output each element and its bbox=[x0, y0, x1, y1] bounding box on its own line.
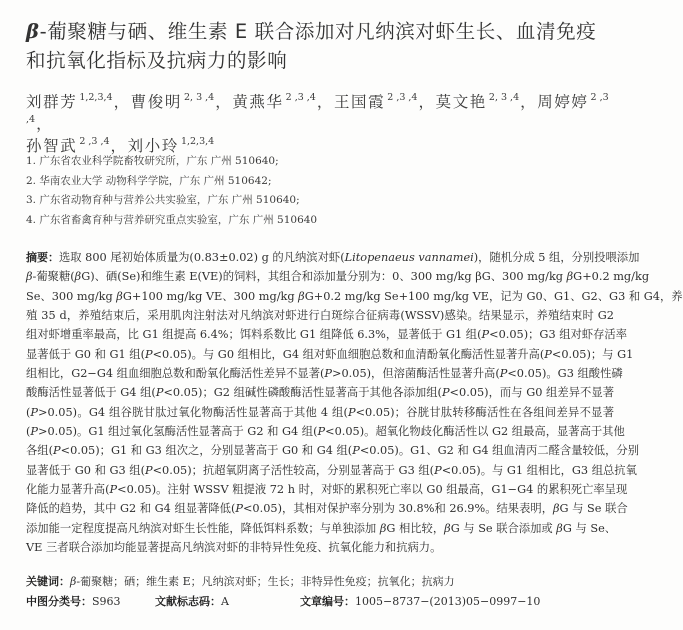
abstract bbox=[26, 248, 683, 558]
keyword: 生长 bbox=[267, 575, 290, 588]
abstract-text: <0.05)。注射 WSSV 粗提液 72 h 时，对虾的累积死亡率以 G0 组最高，G1−G4 的累积死亡率呈现 bbox=[117, 483, 628, 497]
article-number bbox=[300, 593, 540, 609]
abstract-text: <0.05)，而与 G0 组差异不显著 bbox=[449, 386, 614, 400]
keywords bbox=[26, 573, 455, 589]
author-affiliation-marks: 2 ,3 ,4 bbox=[26, 92, 609, 125]
abstract-line bbox=[26, 267, 650, 286]
author-affiliation-marks: 2 ,3 ,4 bbox=[285, 92, 316, 103]
author-affiliation-marks: 2 ,3 ,4 bbox=[387, 92, 418, 103]
abstract-italic-text: P bbox=[144, 463, 153, 477]
abstract-text: G 与 Se 联合 bbox=[559, 502, 628, 516]
title-line-1-text: -葡聚糖与硒、维生素 E 联合添加对凡纳滨对虾生长、血清免疫 bbox=[39, 20, 597, 43]
affiliation-item: 3. 广东省动物育种与营养公共实验室，广东 广州 510640; bbox=[26, 194, 300, 206]
abstract-italic-text: P bbox=[30, 425, 39, 439]
abstract-text: )，随机分成 5 组，分别投喂添加 bbox=[473, 251, 640, 264]
title-line-1 bbox=[26, 17, 626, 46]
author-name: 刘群芳 bbox=[26, 93, 78, 111]
keyword-separator: ； bbox=[256, 575, 268, 588]
keyword-separator: ； bbox=[190, 575, 202, 588]
document-code bbox=[155, 593, 229, 609]
keyword: 凡纳滨对虾 bbox=[201, 575, 257, 588]
keyword: 维生素 E bbox=[146, 575, 191, 588]
keyword: 非特异性免疫 bbox=[300, 575, 367, 588]
abstract-text: <0.05)。超氧化物歧化酶活性以 G2 组最高，显著高于其他 bbox=[325, 425, 625, 439]
abstract-text: 殖 35 d，养殖结束后，采用肌肉注射法对凡纳滨对虾进行白斑综合征病毒(WSSV)感染。结果显示，养殖结束时 G2 bbox=[26, 309, 614, 323]
classification-number bbox=[26, 593, 121, 609]
keyword-beta: β bbox=[70, 575, 77, 588]
abstract-text: <0.05)；G1 和 G3 组次之，分别显著高于 G0 和 G4 组( bbox=[60, 444, 353, 458]
abstract-italic-text: β bbox=[556, 521, 563, 535]
abstract-italic-text: P bbox=[53, 444, 61, 458]
abstract-line bbox=[26, 345, 634, 364]
abstract-text: <0.05)；G3 组对虾存活率 bbox=[489, 328, 628, 342]
keyword-separator: ； bbox=[289, 575, 301, 588]
author-name: 王国霞 bbox=[333, 93, 386, 111]
abstract-label: 摘要： bbox=[26, 251, 59, 264]
classification-label: 中图分类号： bbox=[26, 595, 92, 608]
author-name: 孙智武 bbox=[26, 137, 78, 155]
abstract-italic-text: β bbox=[444, 521, 451, 535]
author-separator: ， bbox=[36, 115, 54, 133]
keyword: 抗病力 bbox=[421, 575, 455, 588]
abstract-text: <0.05)。与 G0 组相比，G4 组对虾血细胞总数和血清酚氧化酶活性显著升高( bbox=[152, 347, 545, 361]
author-separator: ， bbox=[110, 137, 128, 155]
abstract-line bbox=[26, 325, 628, 344]
keywords-label: 关键词： bbox=[26, 575, 70, 588]
author-separator: ， bbox=[520, 93, 538, 111]
author-affiliation-marks: 1,2,3,4 bbox=[79, 92, 113, 103]
abstract-line bbox=[26, 422, 625, 441]
author-name: 周婷婷 bbox=[537, 93, 589, 111]
abstract-italic-text: β bbox=[379, 521, 387, 535]
keyword-separator: ； bbox=[113, 575, 125, 588]
article-number-value: 1005−8737−(2013)05−0997−10 bbox=[355, 595, 541, 608]
abstract-text: G 与 Se、 bbox=[562, 521, 617, 535]
abstract-line bbox=[26, 383, 614, 402]
abstract-italic-text: P bbox=[109, 483, 118, 497]
author-name: 莫文艳 bbox=[435, 93, 487, 111]
abstract-text: G+100 mg/kg VE、300 mg/kg bbox=[122, 289, 299, 303]
abstract-text: <0.05)。G3 组酸性磷 bbox=[507, 367, 623, 381]
abstract-line bbox=[26, 364, 623, 383]
affiliation-list bbox=[26, 152, 317, 230]
affiliation-item: 4. 广东省畜禽育种与营养研究重点实验室，广东 广州 510640 bbox=[26, 213, 318, 226]
author-name: 曹俊明 bbox=[130, 93, 182, 111]
abstract-text: <0.05)；抗超氧阴离子活性较高，分别显著高于 G3 组( bbox=[152, 463, 435, 477]
document-code-label: 文献标志码： bbox=[155, 595, 221, 608]
abstract-text: 显著低于 G0 和 G3 组( bbox=[26, 463, 145, 477]
abstract-italic-text: β bbox=[116, 289, 123, 303]
abstract-text: ( bbox=[26, 405, 31, 419]
abstract-line bbox=[26, 538, 614, 557]
keyword: -葡聚糖 bbox=[76, 575, 114, 588]
abstract-text: 组对虾增重率最高，比 G1 组提高 6.4%；饵料系数比 G1 组降低 6.3%，显著低于 G1 组( bbox=[26, 328, 482, 342]
title-beta-symbol: β bbox=[26, 20, 40, 43]
abstract-text: <0.05)。与 G1 组相比，G3 组总抗氧 bbox=[441, 463, 637, 477]
abstract-line bbox=[26, 461, 637, 480]
abstract-italic-text: P bbox=[235, 502, 243, 516]
abstract-line bbox=[26, 403, 614, 422]
abstract-text: Se、300 mg/kg bbox=[26, 289, 117, 303]
title-line-2: 和抗氧化指标及抗病力的影响 bbox=[26, 49, 288, 72]
abstract-line bbox=[26, 480, 628, 499]
abstract-text: G+0.2 mg/kg Se+100 mg/kg VE，记为 G0、G1、G2、G3 和 G4，养 bbox=[304, 289, 683, 303]
abstract-italic-text: P bbox=[544, 347, 552, 361]
abstract-text: >0.05)。G1 组过氧化氢酶活性显著高于 G2 和 G4 组( bbox=[38, 425, 318, 439]
abstract-italic-text: P bbox=[441, 386, 450, 400]
author bbox=[334, 93, 436, 111]
abstract-text: 选取 800 尾初始体质量为(0.83±0.02) g 的凡纳滨对虾( bbox=[59, 251, 345, 264]
document-code-value: A bbox=[221, 595, 229, 608]
author-name: 黄燕华 bbox=[232, 93, 284, 111]
abstract-line bbox=[26, 248, 640, 267]
abstract-italic-text: P bbox=[434, 463, 442, 477]
abstract-text: <0.05)；谷胱甘肽转移酶活性在各组间差异不显著 bbox=[355, 405, 615, 419]
abstract-italic-text: P bbox=[317, 425, 326, 439]
abstract-text: G)、硒(Se)和维生素 E(VE)的饲料，其组合和添加量分别为：0、300 mg/kg βG、300 mg/kg bbox=[81, 270, 567, 284]
affiliation-item: 2. 华南农业大学 动物科学学院，广东 广州 510642; bbox=[26, 174, 272, 187]
abstract-text: 降低的趋势，其中 G2 和 G4 组显著降低( bbox=[26, 502, 236, 516]
author-separator: ， bbox=[316, 93, 334, 111]
abstract-text: G+0.2 mg/kg bbox=[573, 270, 650, 284]
author bbox=[26, 93, 131, 111]
abstract-text: VE 三者联合添加均能显著提高凡纳滨对虾的非特异性免疫、抗氧化能力和抗病力。 bbox=[26, 541, 442, 555]
author-separator: ， bbox=[113, 93, 131, 111]
abstract-line bbox=[26, 287, 683, 306]
abstract-line bbox=[26, 519, 617, 538]
author-separator: ， bbox=[215, 93, 233, 111]
author bbox=[232, 93, 334, 111]
abstract-italic-text: P bbox=[155, 386, 164, 400]
keyword: 硒 bbox=[124, 575, 136, 588]
abstract-italic-text: P bbox=[347, 405, 356, 419]
abstract-italic-text: P bbox=[481, 328, 490, 342]
abstract-italic-text: β bbox=[566, 270, 574, 284]
abstract-text: 添加能一定程度提高凡纳滨对虾生长性能，降低饵料系数；与单独添加 bbox=[26, 521, 380, 535]
abstract-text: <0.05)；G2 组碱性磷酸酶活性显著高于其他各添加组( bbox=[163, 386, 442, 400]
abstract-italic-text: P bbox=[30, 405, 39, 419]
keywords-values bbox=[70, 575, 455, 588]
abstract-italic-text: β bbox=[553, 502, 560, 516]
abstract-italic-text: P bbox=[499, 367, 508, 381]
keyword: 抗氧化 bbox=[377, 575, 411, 588]
abstract-text: -葡聚糖( bbox=[32, 270, 75, 284]
affiliation-item: 1. 广东省农业科学院畜牧研究所，广东 广州 510640; bbox=[26, 155, 279, 167]
author-separator: ， bbox=[418, 93, 436, 111]
abstract-italic-text: P bbox=[144, 347, 153, 361]
paper-title bbox=[26, 17, 626, 75]
abstract-text: <0.05)。G1、G2 和 G4 组血清丙二醛含量较低，分别 bbox=[359, 444, 639, 458]
author-affiliation-marks: 2, 3 ,4 bbox=[488, 92, 520, 103]
abstract-text: G 相比较， bbox=[386, 521, 445, 535]
abstract-line bbox=[26, 306, 614, 325]
author-list bbox=[26, 91, 636, 157]
abstract-text: 显著低于 G0 和 G1 组( bbox=[26, 347, 145, 361]
author-affiliation-marks: 2, 3 ,4 bbox=[183, 92, 215, 103]
article-number-label: 文章编号： bbox=[300, 595, 355, 608]
author-affiliation-marks: 1,2,3,4 bbox=[180, 136, 215, 147]
author-name: 刘小玲 bbox=[127, 137, 179, 155]
abstract-text: <0.05)；与 G1 bbox=[551, 347, 634, 361]
abstract-text: >0.05)。G4 组谷胱甘肽过氧化物酶活性显著高于其他 4 组( bbox=[38, 405, 348, 419]
abstract-italic-text: β bbox=[298, 289, 305, 303]
author bbox=[436, 93, 538, 111]
author bbox=[131, 93, 233, 111]
abstract-line bbox=[26, 441, 639, 460]
classification-value: S963 bbox=[92, 595, 121, 608]
abstract-italic-text: β bbox=[26, 270, 33, 284]
abstract-text: ( bbox=[26, 425, 31, 439]
author-affiliation-marks: 2 ,3 ,4 bbox=[79, 136, 110, 147]
abstract-text: G 与 Se 联合添加或 bbox=[450, 521, 557, 535]
keyword-separator: ； bbox=[135, 575, 147, 588]
abstract-text: 酸酶活性显著低于 G4 组( bbox=[26, 386, 156, 400]
abstract-italic-text: β bbox=[74, 270, 82, 284]
abstract-italic-text: P bbox=[352, 444, 360, 458]
abstract-text: 组相比，G2−G4 组血细胞总数和酚氧化酶活性差异不显著( bbox=[26, 367, 325, 381]
abstract-italic-text: P bbox=[324, 367, 333, 381]
keyword-separator: ； bbox=[410, 575, 422, 588]
abstract-line bbox=[26, 499, 628, 518]
abstract-text: <0.05)，其相对保护率分别为 30.8%和 26.9%。结果表明， bbox=[242, 502, 554, 516]
abstract-text: 化能力显著升高( bbox=[26, 483, 110, 497]
abstract-text: >0.05)，但溶菌酶活性显著升高( bbox=[332, 367, 500, 381]
keyword-separator: ； bbox=[366, 575, 378, 588]
abstract-italic-text: Litopenaeus vannamei bbox=[344, 251, 474, 264]
abstract-text: 各组( bbox=[26, 444, 54, 458]
